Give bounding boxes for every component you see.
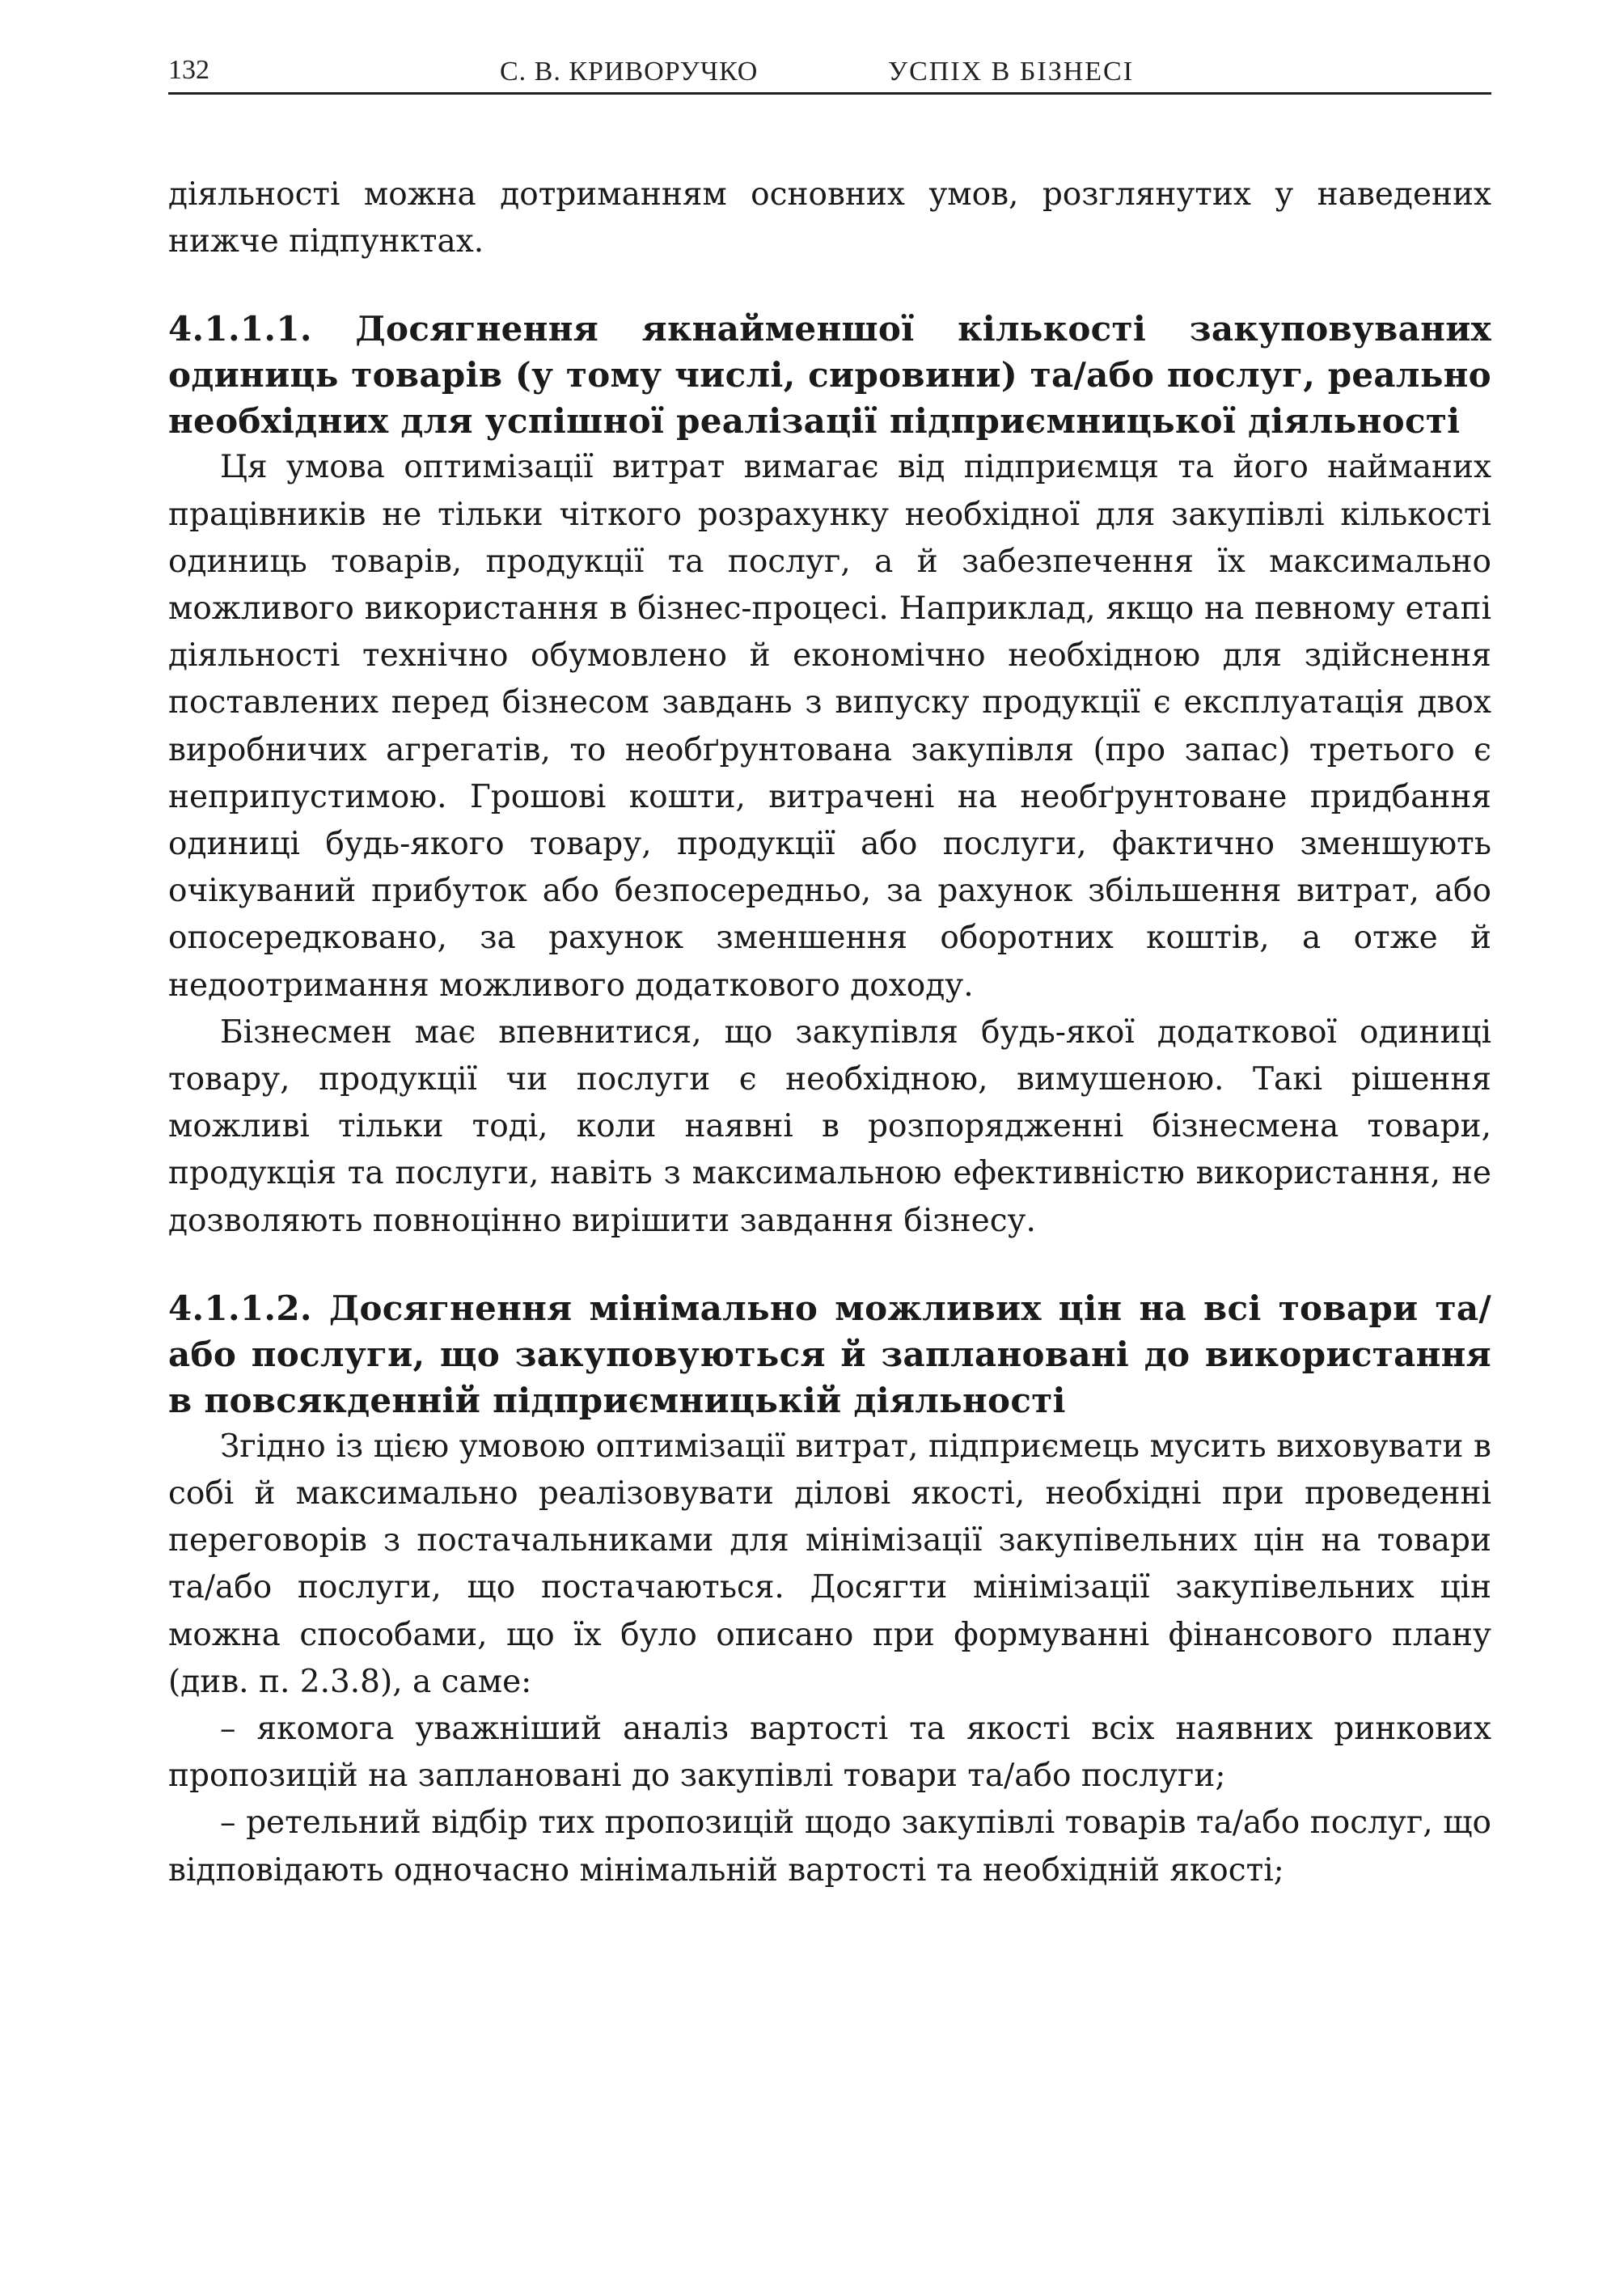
section1-paragraph-1: Ця умова оптимізації витрат вимагає від підприємця та його найманих працівників не тільки чіткого розрахунку необхідної для закупівлі кількості одиниць товарів, продукції та послуг, а й забезпечення їх максимально можливого використання в бізнес-процесі. Наприклад, якщо на певному етапі діяльності технічно обумовлено й економічно необхідною для здійснення поставлених перед бізнесом завдань з випуску продукції є експлуатація двох виробничих агрегатів, то необґрунтована закупівля (про запас) третього є неприпустимою. Грошові кошти, витрачені на необґрунтоване придбання одиниці будь-якого товару, продукції або послуги, фактично зменшують очікуваний прибуток або безпосередньо, за рахунок збільшення витрат, або опосередковано, за рахунок зменшення оборотних коштів, а отже й недоотримання можливого додаткового доходу.: [168, 449, 1491, 1004]
header-book-title: УСПІХ В БІЗНЕСІ: [888, 57, 1135, 87]
header-author: С. В. КРИВОРУЧКО: [500, 57, 759, 87]
intro-paragraph: діяльності можна дотриманням основних умов, розглянутих у наведених нижче підпунктах.: [168, 176, 1491, 260]
section1-paragraph-2: Бізнесмен має впевнитися, що закупівля будь-якої додаткової одиниці товару, продукції чи послуги є необхідною, вимушеною. Такі рішення можливі тільки тоді, коли наявні в розпорядженні бізнесмена товари, продукція та послуги, навіть з максимальною ефективністю використання, не дозволяють повноцінно вирішити завдання бізнесу.: [168, 1013, 1491, 1239]
document-page: [168, 50, 1491, 1894]
page-number: 132: [168, 55, 209, 85]
page-content: [168, 171, 1491, 1894]
section2-list-item-1: – якомога уважніший аналіз вартості та якості всіх наявних ринкових пропозицій на заплановані до закупівлі товари та/або послуги;: [168, 1711, 1491, 1795]
section-heading-4-1-1-2: 4.1.1.2. Досягнення мінімально можливих цін на всі товари та/або послуги, що закуповуються й заплановані до використання в повсякденній підприємницькій діяльності: [168, 1288, 1491, 1420]
section2-paragraph-1: Згідно із цією умовою оптимізації витрат, підприємець мусить виховувати в собі й максимально реалізовувати ділові якості, необхідні при проведенні переговорів з постачальниками для мінімізації закупівельних цін на товари та/або послуги, що постачаються. Досягти мінімізації закупівельних цін можна способами, що їх було описано при формуванні фінансового плану (див. п. 2.3.8), а саме:: [168, 1428, 1491, 1700]
section-heading-4-1-1-1: 4.1.1.1. Досягнення якнайменшої кількості закуповуваних одиниць товарів (у тому числі, сировини) та/або послуг, реально необхідних для успішної реалізації підприємницької діяльності: [168, 309, 1491, 442]
running-header: [168, 50, 1491, 95]
section2-list-item-2: – ретельний відбір тих пропозицій щодо закупівлі товарів та/або послуг, що відповідають одночасно мінімальній вартості та необхідній якості;: [168, 1804, 1491, 1889]
